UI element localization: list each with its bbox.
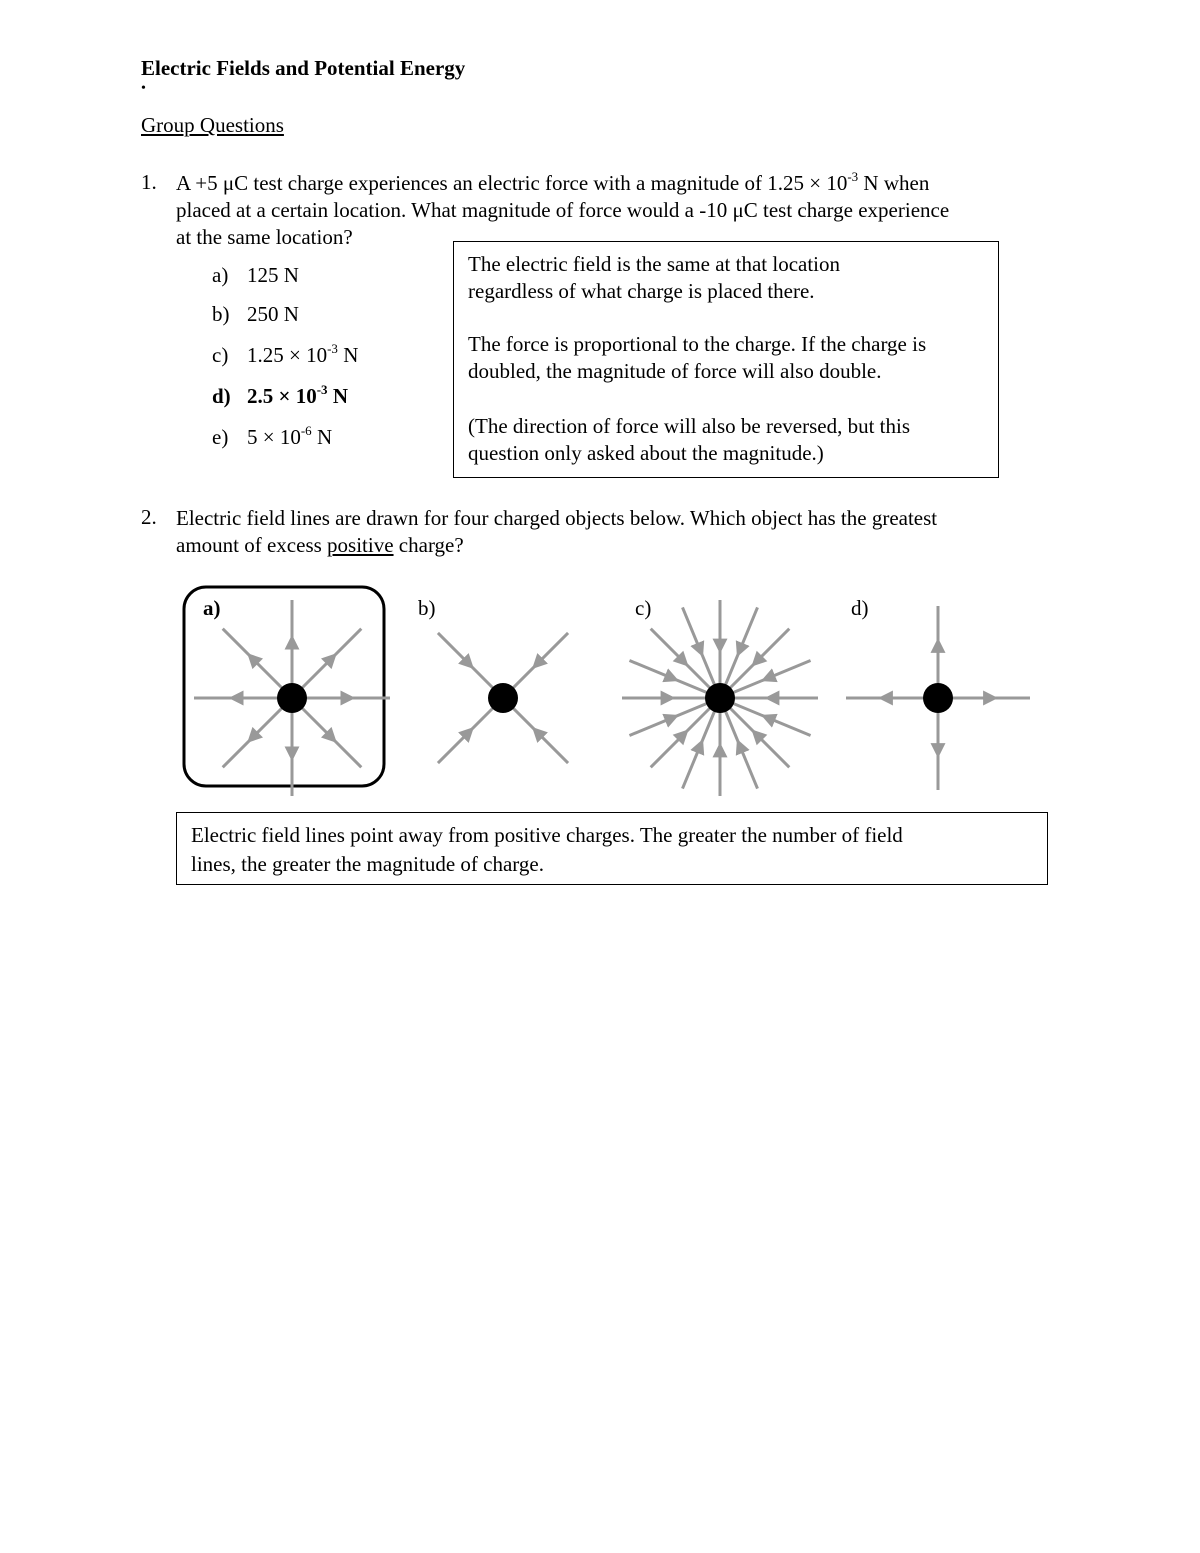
field-arrow [757, 658, 760, 661]
field-arrow [668, 677, 672, 679]
field-arrow [537, 732, 540, 735]
field-arrow [329, 658, 332, 661]
field-arrow [668, 718, 672, 720]
option-a: a) 125 N [212, 263, 299, 287]
option-e: e) $5 \times 10^{-6}$ N [212, 423, 333, 449]
field-arrow [757, 735, 760, 738]
figure-b-label: b) [418, 596, 436, 620]
figure-a-field [194, 600, 390, 796]
charge [488, 683, 518, 713]
field-arrow [466, 661, 469, 664]
field-arrow [252, 658, 255, 661]
option-b: b) 250 N [212, 302, 299, 326]
section-heading: Group Questions [141, 113, 284, 137]
answer-explanation-box-2 [176, 812, 1048, 885]
charge [705, 683, 735, 713]
field-arrow [768, 677, 772, 679]
figure-a-label: a) [203, 596, 221, 620]
field-arrow [329, 735, 332, 738]
figure-d-field [846, 606, 1030, 790]
question-1-number: 1. [141, 170, 157, 194]
charge [277, 683, 307, 713]
page-title: Electric Fields and Potential Energy [141, 56, 466, 80]
charge [923, 683, 953, 713]
question-1-text: A +5 μC test charge experiences an electric force with a magnitude of $1.25 \times 10^{-3}$ N when placed at a certain location. What magnitude of force would a -10 μC test charge experience at the same location? [176, 169, 950, 249]
bullet-dot: • [141, 81, 146, 96]
field-arrow [252, 735, 255, 738]
field-arrow [699, 646, 701, 650]
explanation-paragraph-1: The electric field is the same at that location regardless of what charge is placed there. [468, 252, 841, 303]
field-arrow [699, 746, 701, 750]
field-arrow [680, 658, 683, 661]
field-arrow [537, 661, 540, 664]
field-arrow [740, 746, 742, 750]
explanation-paragraph-2: The force is proportional to the charge. If the charge is doubled, the magnitude of force will also double. [468, 332, 927, 383]
explanation-text: Electric field lines point away from positive charges. The greater the number of field lines, the greater the magnitude of charge. [191, 823, 903, 876]
field-arrow [740, 646, 742, 650]
explanation-paragraph-3: (The direction of force will also be reversed, but this question only asked about the magnitude.) [468, 414, 911, 465]
question-2-text: Electric field lines are drawn for four charged objects below. Which object has the greatest amount of excess positive charge? [176, 506, 938, 557]
field-arrow [768, 718, 772, 720]
field-arrow [466, 732, 469, 735]
field-arrow [680, 735, 683, 738]
question-2-number: 2. [141, 505, 157, 529]
figure-c-label: c) [635, 596, 652, 620]
option-d-correct: d) $2.5 \times 10^{-3}$ N [212, 382, 348, 408]
option-c: c) $1.25 \times 10^{-3}$ N [212, 341, 359, 367]
figure-d-label: d) [851, 596, 869, 620]
figure-c-field [622, 600, 818, 796]
figure-b-field [438, 633, 568, 763]
